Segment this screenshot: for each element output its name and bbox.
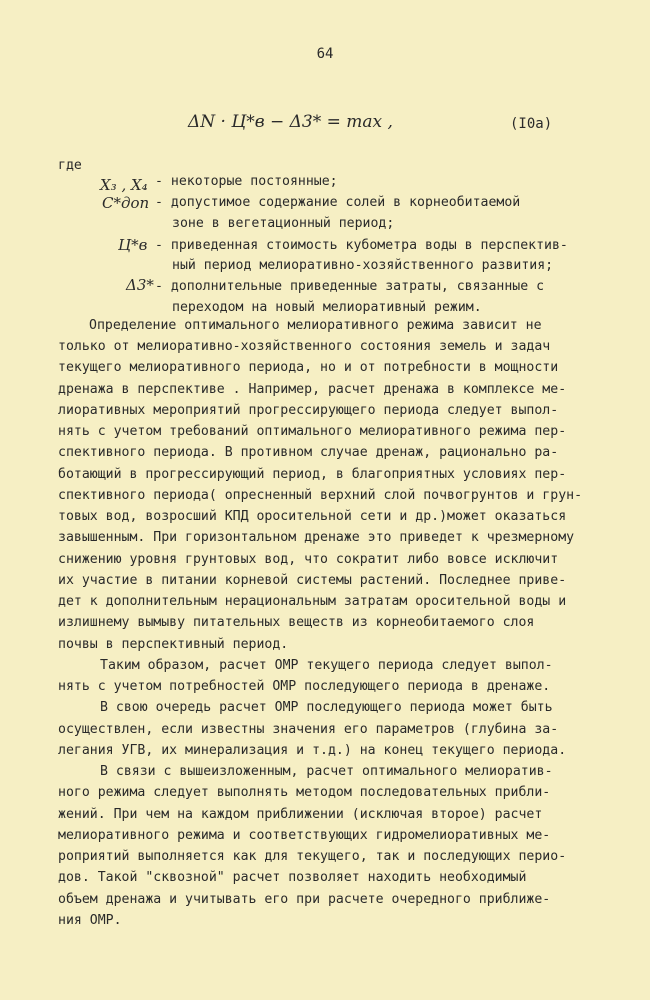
text-line: дренажа в перспективе . Например, расчет дренажа в комплексе ме- — [58, 382, 567, 397]
text-line: спективного периода( опресненный верхний слой почвогрунтов и грун- — [58, 488, 583, 503]
text-line: ботающий в прогрессирующий период, в благоприятных условиях пер- — [58, 467, 567, 482]
definition-text: - некоторые постоянные; — [155, 174, 338, 189]
formula: ΔN · Ц*в − Δ3* = max , — [188, 112, 393, 132]
definition-text: - приведенная стоимость кубометра воды в перспектив- — [155, 238, 568, 253]
text-line: ного режима следует выполнять методом последовательных прибли- — [58, 785, 551, 800]
definition-text: - дополнительные приведенные затраты, связанные с — [155, 279, 545, 294]
text-line: товых вод, возросший КПД оросительной сети и др.)может оказаться — [58, 509, 567, 524]
text-line: легания УГВ, их минерализация и т.д.) на конец текущего периода. — [58, 743, 567, 758]
text-line: излишнему вымыву питательных веществ из корнеобитаемого слоя — [58, 615, 535, 630]
definition-symbol: Δ3* — [126, 276, 154, 294]
equation-number: (I0a) — [510, 116, 553, 132]
text-line: осуществлен, если известны значения его параметров (глубина за- — [58, 722, 559, 737]
text-line: почвы в перспективный период. — [58, 637, 289, 652]
definition-symbol: C*доп — [102, 194, 150, 212]
definition-text: ный период мелиоративно-хозяйственного развития; — [172, 258, 554, 273]
text-line: В свою очередь расчет ОМР последующего периода может быть — [100, 700, 553, 715]
text-line: нять с учетом требований оптимального мелиоративного режима пер- — [58, 424, 567, 439]
text-line: объем дренажа и учитывать его при расчете очередного приближе- — [58, 892, 551, 907]
text-line: дов. Такой "сквозной" расчет позволяет находить необходимый — [58, 870, 527, 885]
text-line: мелиоративного режима и соответствующих гидромелиоративных ме- — [58, 828, 551, 843]
text-line: лиоративных мероприятий прогрессирующего периода следует выпол- — [58, 403, 559, 418]
text-line: завышенным. При горизонтальном дренаже это приведет к чрезмерному — [58, 530, 575, 545]
text-line: их участие в питании корневой системы растений. Последнее приве- — [58, 573, 567, 588]
text-line: спективного периода. В противном случае дренаж, рационально ра- — [58, 445, 559, 460]
text-line: только от мелиоративно-хозяйственного состояния земель и задач — [58, 339, 551, 354]
text-line: В связи с вышеизложенным, расчет оптимального мелиоратив- — [100, 764, 553, 779]
text-line: текущего мелиоративного периода, но и от потребности в мощности — [58, 360, 559, 375]
text-line: роприятий выполняется как для текущего, так и последующих перио- — [58, 849, 567, 864]
definition-symbol: X₃ , X₄ — [100, 176, 148, 194]
where-label: где — [58, 158, 82, 173]
definition-text: переходом на новый мелиоративный режим. — [172, 300, 482, 315]
definition-text: зоне в вегетационный период; — [172, 216, 395, 231]
definition-text: - допустимое содержание солей в корнеобитаемой — [155, 195, 521, 210]
text-line: дет к дополнительным нерациональным затратам оросительной воды и — [58, 594, 567, 609]
text-line: снижению уровня грунтовых вод, что сократит либо вовсе исключит — [58, 552, 559, 567]
text-line: жений. При чем на каждом приближении (исключая второе) расчет — [58, 807, 543, 822]
text-line: Таким образом, расчет ОМР текущего периода следует выпол- — [100, 658, 553, 673]
text-line: Определение оптимального мелиоративного режима зависит не — [89, 318, 542, 333]
page-number: 64 — [316, 46, 334, 62]
text-line: ния ОМР. — [58, 913, 122, 928]
definition-symbol: Ц*в — [118, 236, 148, 254]
text-line: нять с учетом потребностей ОМР последующего периода в дренаже. — [58, 679, 551, 694]
